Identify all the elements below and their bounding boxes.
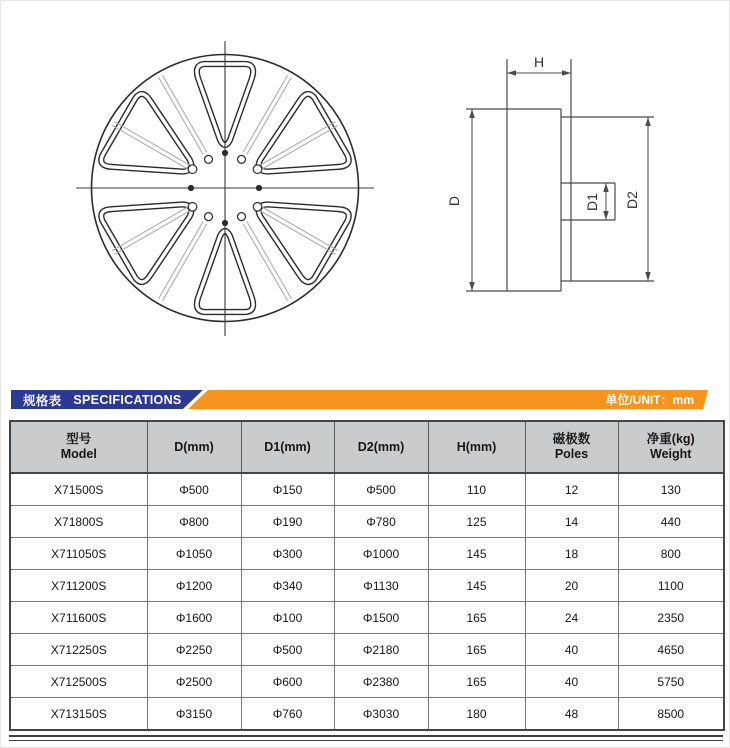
pole-wedge	[239, 92, 351, 204]
table-cell: 12	[525, 473, 618, 506]
table-cell: 5750	[618, 666, 724, 698]
pole-wedge	[99, 173, 211, 285]
col-label: Model	[60, 447, 97, 461]
table-cell: 130	[618, 473, 724, 506]
spec-table	[9, 420, 725, 731]
table-cell: 18	[525, 538, 618, 570]
table-cell: 40	[525, 666, 618, 698]
table-cell: X71800S	[10, 506, 147, 538]
table-cell: Φ600	[241, 666, 334, 698]
col-header-h	[428, 421, 525, 473]
col-label: D(mm)	[174, 439, 214, 454]
col-header-weight	[618, 421, 724, 473]
spec-table-header	[10, 421, 724, 473]
table-cell: Φ1050	[147, 538, 241, 570]
col-label: Weight	[650, 447, 692, 461]
col-label: 磁极数	[552, 432, 591, 446]
table-cell: 4650	[618, 634, 724, 666]
dimension-arrows	[469, 70, 650, 291]
table-cell: Φ2380	[334, 666, 428, 698]
table-cell: Φ500	[147, 473, 241, 506]
table-cell: 180	[428, 698, 525, 731]
chuck-side-view	[446, 54, 654, 291]
technical-drawing	[1, 1, 730, 386]
table-cell: 24	[525, 602, 618, 634]
table-cell: 20	[525, 570, 618, 602]
table-cell: Φ780	[334, 506, 428, 538]
dimension-label-d1: D1	[584, 193, 600, 211]
table-cell: 125	[428, 506, 525, 538]
table-row	[10, 538, 724, 570]
table-cell: 165	[428, 634, 525, 666]
col-header-d1	[241, 421, 334, 473]
table-cell: 110	[428, 473, 525, 506]
chuck-front-view	[76, 41, 374, 336]
col-label: H(mm)	[456, 439, 497, 454]
col-header-d	[147, 421, 241, 473]
col-label: D2(mm)	[357, 439, 405, 454]
table-cell: 165	[428, 666, 525, 698]
table-cell: Φ2250	[147, 634, 241, 666]
table-cell: 40	[525, 634, 618, 666]
table-cell: Φ2180	[334, 634, 428, 666]
table-cell: Φ3030	[334, 698, 428, 731]
table-cell: Φ190	[241, 506, 334, 538]
table-cell: Φ1500	[334, 602, 428, 634]
col-label: D1(mm)	[264, 439, 311, 454]
section-header-bar	[11, 390, 708, 409]
table-cell: 14	[525, 506, 618, 538]
table-cell: Φ1000	[334, 538, 428, 570]
table-cell: X712500S	[10, 666, 147, 698]
table-cell: Φ500	[241, 634, 334, 666]
table-cell: Φ760	[241, 698, 334, 731]
table-cell: Φ1130	[334, 570, 428, 602]
table-cell: 145	[428, 570, 525, 602]
col-header-poles	[525, 421, 618, 473]
table-cell: 1100	[618, 570, 724, 602]
table-cell: 145	[428, 538, 525, 570]
table-cell: X712250S	[10, 634, 147, 666]
section-title-en: SPECIFICATIONS	[73, 392, 182, 407]
dimension-label-d: D	[446, 195, 462, 207]
table-cell: Φ300	[241, 538, 334, 570]
table-cell: Φ340	[241, 570, 334, 602]
col-label: 型号	[66, 432, 92, 446]
col-header-d2	[334, 421, 428, 473]
table-row	[10, 506, 724, 538]
table-cell: X711200S	[10, 570, 147, 602]
table-row	[10, 634, 724, 666]
bottom-double-rule	[9, 735, 723, 741]
table-row	[10, 698, 724, 731]
table-cell: X711050S	[10, 538, 147, 570]
table-row	[10, 602, 724, 634]
table-cell: X71500S	[10, 473, 147, 506]
col-label: Poles	[554, 447, 589, 461]
table-cell: 48	[525, 698, 618, 731]
table-cell: Φ2500	[147, 666, 241, 698]
table-cell: 800	[618, 538, 724, 570]
table-cell: Φ3150	[147, 698, 241, 731]
table-cell: 440	[618, 506, 724, 538]
unit-label: 单位/UNIT：mm	[605, 393, 694, 407]
section-title	[23, 390, 182, 409]
table-row	[10, 570, 724, 602]
pole-wedge	[239, 173, 351, 285]
table-cell: Φ100	[241, 602, 334, 634]
table-cell: X711600S	[10, 602, 147, 634]
table-row	[10, 473, 724, 506]
table-cell: Φ800	[147, 506, 241, 538]
col-header-model	[10, 421, 147, 473]
table-cell: Φ500	[334, 473, 428, 506]
table-cell: 165	[428, 602, 525, 634]
pole-wedge	[99, 92, 211, 204]
table-cell: Φ1200	[147, 570, 241, 602]
table-cell: X713150S	[10, 698, 147, 731]
section-title-cn: 规格表	[23, 393, 62, 408]
table-cell: 8500	[618, 698, 724, 731]
table-row	[10, 666, 724, 698]
table-cell: 2350	[618, 602, 724, 634]
col-label: 净重(kg)	[646, 432, 695, 446]
dimension-label-h: H	[533, 54, 545, 70]
table-cell: Φ1600	[147, 602, 241, 634]
spec-table-body	[10, 473, 724, 730]
dimension-label-d2: D2	[624, 191, 640, 209]
table-cell: Φ150	[241, 473, 334, 506]
